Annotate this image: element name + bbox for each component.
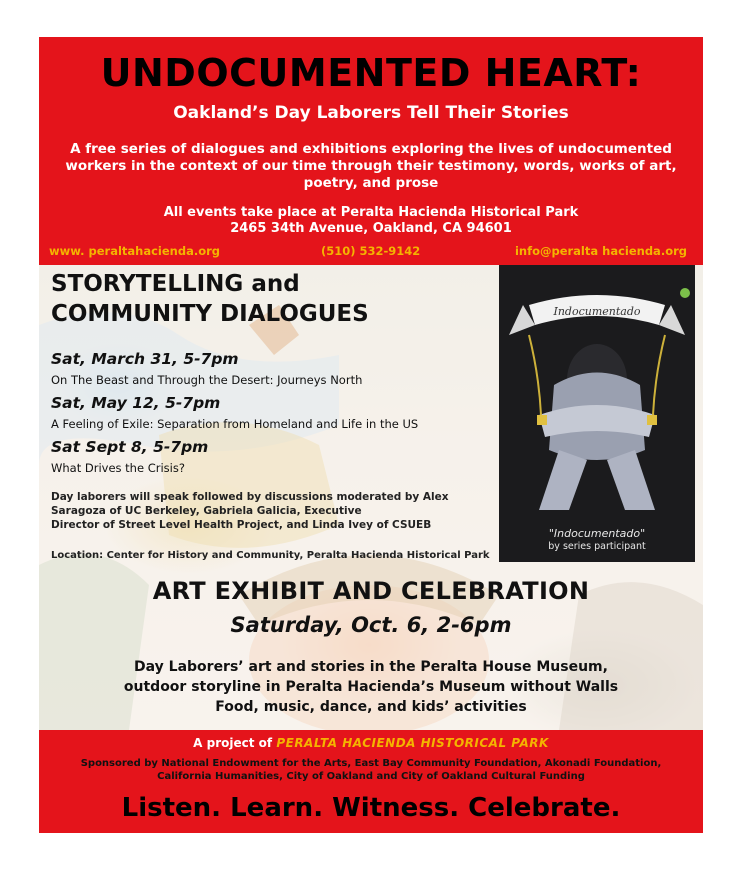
indocumentado-painting [499,265,695,562]
flyer [39,37,703,833]
event-1-title: On The Beast and Through the Desert: Journeys North [51,373,363,387]
svg-text:Indocumentado: Indocumentado [553,305,641,318]
painting-credit: by series participant [548,541,646,552]
storytelling-heading-line-1: STORYTELLING and [51,271,300,297]
venue-info [39,205,703,237]
event-1-date: Sat, March 31, 5-7pm [51,350,239,368]
painting-caption: "Indocumentado" [548,527,646,540]
project-organization: PERALTA HACIENDA HISTORICAL PARK [276,736,549,750]
art-exhibit-line-2: outdoor storyline in Peralta Hacienda’s Museum without Walls [123,679,619,695]
moderators-line-3: Director of Street Level Health Project, and Linda Ivey of CSUEB [51,519,432,531]
storytelling-heading-line-2: COMMUNITY DIALOGUES [51,301,369,327]
phone-number: (510) 532-9142 [321,244,421,258]
moderators-line-1: Day laborers will speak followed by discussions moderated by Alex [51,491,449,503]
flyer-title: UNDOCUMENTED HEART: [100,51,642,95]
moderators-text [51,490,521,532]
art-exhibit-line-1: Day Laborers’ art and stories in the Peralta House Museum, [134,659,608,675]
series-description: A free series of dialogues and exhibitions exploring the lives of undocumented workers in the context of our time through their testimony, words, works of art, poetry, and prose [65,141,677,191]
event-2-title: A Feeling of Exile: Separation from Homeland and Life in the US [51,417,419,431]
event-2-date: Sat, May 12, 5-7pm [51,394,221,412]
art-exhibit-date: Saturday, Oct. 6, 2-6pm [230,613,512,637]
tagline: Listen. Learn. Witness. Celebrate. [121,793,621,823]
venue-line-1: All events take place at Peralta Hacienda Historical Park [163,205,579,220]
event-3-date: Sat Sept 8, 5-7pm [51,438,209,456]
art-exhibit-line-3: Food, music, dance, and kids’ activities [215,699,527,715]
art-exhibit-heading: ART EXHIBIT AND CELEBRATION [152,577,590,605]
flyer-subtitle: Oakland’s Day Laborers Tell Their Stories [173,103,569,123]
email-link[interactable]: info@peralta hacienda.org [514,244,687,258]
footer-banner [39,730,703,833]
website-link[interactable]: www. peraltahacienda.org [49,244,221,258]
sponsors-text [59,757,683,783]
header-banner [39,37,703,265]
venue-address: 2465 34th Avenue, Oakland, CA 94601 [230,221,512,236]
project-credit [39,736,703,750]
storytelling-heading [51,269,369,329]
location-text: Location: Center for History and Community, Peralta Hacienda Historical Park [51,550,490,561]
moderators-line-2: Saragoza of UC Berkeley, Gabriela Galicia, Executive [51,505,362,517]
sponsors-line-1: Sponsored by National Endowment for the Arts, East Bay Community Foundation, Akonadi Foundation, [80,758,662,769]
art-exhibit-description [39,657,703,717]
painting-figure-image [499,265,695,562]
project-prefix: A project of [193,736,273,750]
photo-background-section [39,265,703,730]
event-3-title: What Drives the Crisis? [51,461,185,475]
sponsors-line-2: California Humanities, City of Oakland and City of Oakland Cultural Funding [157,771,585,782]
